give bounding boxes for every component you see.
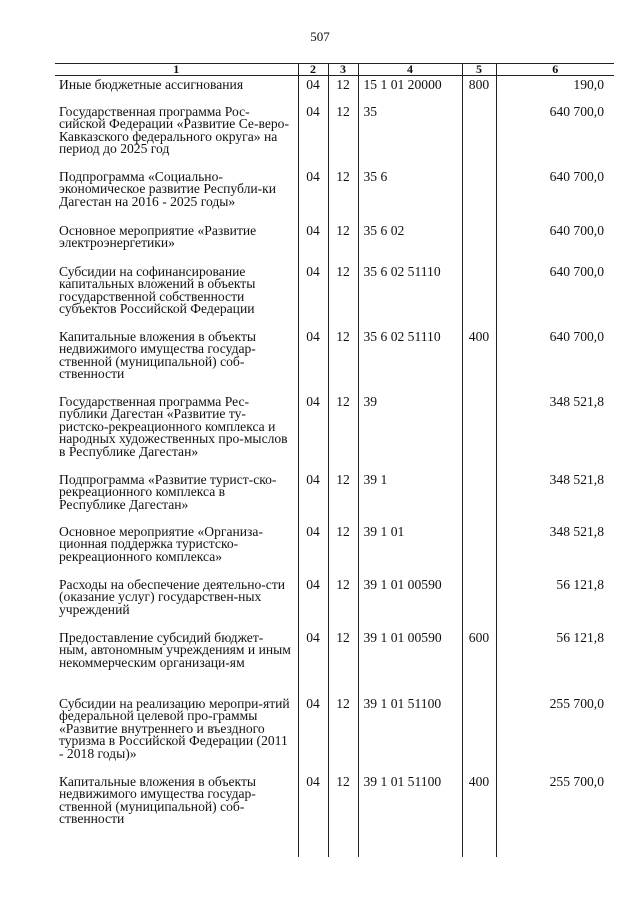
row-section: 04	[298, 523, 328, 576]
row-subsection: 12	[328, 576, 358, 629]
table-row	[55, 523, 614, 576]
row-amount: 640 700,0	[549, 328, 604, 344]
row-target-article: 39 1 01	[358, 523, 462, 576]
row-target-article: 35 6	[358, 168, 462, 222]
row-expense-type: 600	[462, 629, 496, 695]
row-expense-type: 400	[462, 773, 496, 827]
row-section: 04	[298, 576, 328, 629]
row-section: 04	[298, 168, 328, 222]
row-target-article: 39	[358, 393, 462, 471]
table-body	[55, 76, 614, 857]
row-amount: 348 521,8	[549, 393, 604, 409]
table-row	[55, 76, 614, 103]
row-amount: 56 121,8	[556, 629, 604, 645]
row-subsection: 12	[328, 471, 358, 523]
row-section: 04	[298, 629, 328, 695]
row-section: 04	[298, 471, 328, 523]
row-name: Капитальные вложения в объекты недвижимого имущества государ-ственной (муниципальной) соб-ственности	[55, 328, 298, 393]
row-target-article: 39 1	[358, 471, 462, 523]
column-header-5: 5	[462, 64, 496, 76]
row-name: Капитальные вложения в объекты недвижимого имущества государ-ственной (муниципальной) соб-ственности	[55, 773, 298, 827]
header-row	[55, 64, 614, 76]
row-name: Предоставление субсидий бюджет-ным, автономным учреждениям и иным некоммерческим организаци-ям	[55, 629, 298, 695]
row-subsection: 12	[328, 773, 358, 827]
column-header-1: 1	[55, 64, 298, 76]
table-row	[55, 695, 614, 773]
row-subsection: 12	[328, 76, 358, 103]
row-expense-type	[462, 393, 496, 471]
row-amount: 640 700,0	[549, 103, 604, 119]
table-row	[55, 222, 614, 263]
row-name: Основное мероприятие «Организа-ционная поддержка туристско-рекреационного комплекса»	[55, 523, 298, 576]
row-subsection: 12	[328, 168, 358, 222]
row-expense-type	[462, 103, 496, 168]
row-subsection: 12	[328, 328, 358, 393]
table-row	[55, 328, 614, 393]
table-row	[55, 576, 614, 629]
column-header-4: 4	[358, 64, 462, 76]
row-target-article: 15 1 01 20000	[358, 76, 462, 103]
row-expense-type	[462, 168, 496, 222]
row-name: Субсидии на реализацию меропри-ятий федеральной целевой про-граммы «Развитие внутреннего и въездного туризма в Российской Федерации (2011 - 2018 годы)»	[55, 695, 298, 773]
row-name: Субсидии на софинансирование капитальных вложений в объекты государственной собственности субъектов Российской Федерации	[55, 263, 298, 328]
row-expense-type	[462, 576, 496, 629]
row-section: 04	[298, 393, 328, 471]
row-section: 04	[298, 773, 328, 827]
row-section: 04	[298, 222, 328, 263]
row-amount: 640 700,0	[549, 263, 604, 279]
row-target-article: 39 1 01 51100	[358, 695, 462, 773]
row-subsection: 12	[328, 629, 358, 695]
page-number: 507	[310, 29, 330, 44]
table-row	[55, 393, 614, 471]
row-name: Государственная программа Рес-публики Дагестан «Развитие ту-ристско-рекреационного комплекса и народных художественных про-мыслов в Республике Дагестан»	[55, 393, 298, 471]
row-amount: 348 521,8	[549, 523, 604, 539]
row-target-article: 39 1 01 00590	[358, 629, 462, 695]
column-header-3: 3	[328, 64, 358, 76]
row-expense-type	[462, 695, 496, 773]
row-expense-type: 800	[462, 76, 496, 103]
row-section: 04	[298, 695, 328, 773]
row-section: 04	[298, 263, 328, 328]
column-header-6: 6	[496, 64, 614, 76]
row-amount: 255 700,0	[549, 695, 604, 711]
column-header-2: 2	[298, 64, 328, 76]
row-amount: 56 121,8	[556, 576, 604, 592]
row-section: 04	[298, 103, 328, 168]
table-row	[55, 168, 614, 222]
row-subsection: 12	[328, 695, 358, 773]
row-name: Иные бюджетные ассигнования	[55, 76, 298, 103]
row-amount: 640 700,0	[549, 168, 604, 184]
row-amount: 348 521,8	[549, 471, 604, 487]
table-row	[55, 103, 614, 168]
row-amount: 255 700,0	[549, 773, 604, 789]
row-target-article: 39 1 01 51100	[358, 773, 462, 827]
row-expense-type	[462, 263, 496, 328]
row-expense-type	[462, 523, 496, 576]
row-section: 04	[298, 76, 328, 103]
row-subsection: 12	[328, 263, 358, 328]
row-section: 04	[298, 328, 328, 393]
row-target-article: 35	[358, 103, 462, 168]
row-subsection: 12	[328, 222, 358, 263]
row-expense-type: 400	[462, 328, 496, 393]
table-continuation	[55, 827, 614, 857]
row-subsection: 12	[328, 103, 358, 168]
row-expense-type	[462, 471, 496, 523]
row-name: Расходы на обеспечение деятельно-сти (оказание услуг) государствен-ных учреждений	[55, 576, 298, 629]
row-name: Государственная программа Рос-сийской Федерации «Развитие Се-веро-Кавказского федерального округа» на период до 2025 год	[55, 103, 298, 168]
row-target-article: 35 6 02 51110	[358, 263, 462, 328]
row-expense-type	[462, 222, 496, 263]
table-row	[55, 773, 614, 827]
row-subsection: 12	[328, 523, 358, 576]
row-amount: 190,0	[573, 77, 604, 92]
row-target-article: 35 6 02	[358, 222, 462, 263]
budget-table	[55, 63, 614, 857]
row-name: Основное мероприятие «Развитие электроэнергетики»	[55, 222, 298, 263]
row-amount: 640 700,0	[549, 222, 604, 238]
row-name: Подпрограмма «Социально-экономическое развитие Республи-ки Дагестан на 2016 - 2025 годы»	[55, 168, 298, 222]
row-target-article: 35 6 02 51110	[358, 328, 462, 393]
row-name: Подпрограмма «Развитие турист-ско-рекреационного комплекса в Республике Дагестан»	[55, 471, 298, 523]
row-target-article: 39 1 01 00590	[358, 576, 462, 629]
table-row	[55, 471, 614, 523]
row-subsection: 12	[328, 393, 358, 471]
table-row	[55, 629, 614, 695]
table-row	[55, 263, 614, 328]
